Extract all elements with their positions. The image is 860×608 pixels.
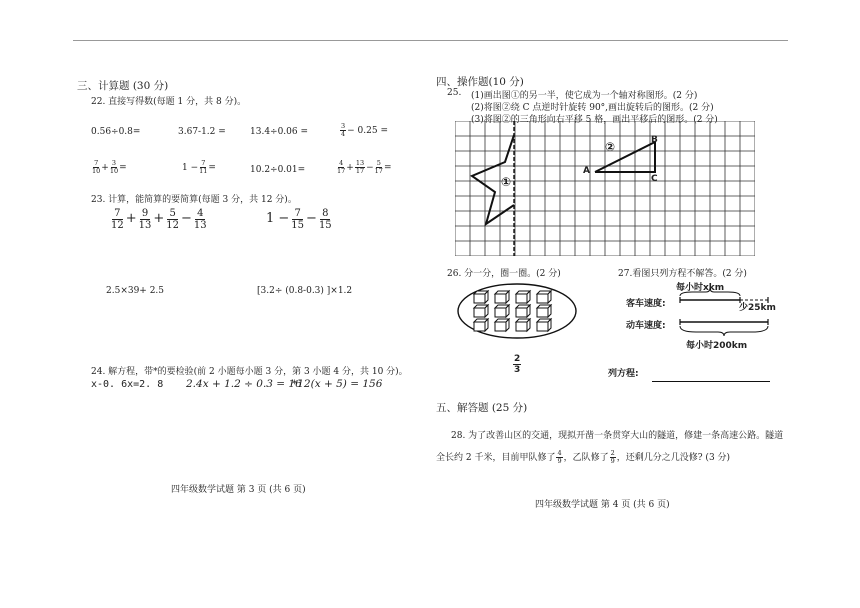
- q22-item-4: $\frac{3}{4}$ − 0.25 =: [341, 122, 388, 138]
- point-A-label: A: [583, 166, 590, 176]
- q22-item-2: 3.67-1.2 =: [178, 127, 226, 137]
- cube-block: [495, 319, 509, 331]
- cube-block: [537, 305, 551, 317]
- q26-fraction: $\frac{2}{3}$: [514, 354, 521, 375]
- q23-b: 1 − $\frac{7}{15}$ − $\frac{8}{15}$: [266, 208, 332, 231]
- q22-item-3: 13.4÷0.06 =: [250, 127, 309, 137]
- footer-page-4: 四年级数学试题 第 4 页 (共 6 页): [535, 500, 670, 510]
- section4-title: 四、操作题(10 分): [436, 76, 524, 88]
- q23-c: 2.5×39+ 2.5: [106, 286, 165, 296]
- q25-line2: (2)将图②绕 C 点逆时针旋转 90°,画出旋转后的图形。(2 分): [471, 103, 714, 113]
- cube-block: [516, 305, 530, 317]
- point-C-label: C: [651, 174, 658, 184]
- q25-number: 25.: [447, 88, 462, 98]
- q24-title: 24. 解方程，带*的要检验(前 2 小题每小题 3 分，第 3 小题 4 分，共 10 分)。: [91, 367, 408, 377]
- q22-item-7: 10.2÷0.01=: [250, 165, 306, 175]
- q27-top-label: 每小时xkm: [676, 283, 725, 293]
- q23-d: [3.2÷ (0.8-0.3) ]×1.2: [257, 286, 353, 296]
- q22-item-8: $\frac{4}{17}$ + $\frac{13}{17}$ − $\frac{5}{17}$ =: [337, 159, 392, 175]
- q23-a: $\frac{7}{12}$ + $\frac{9}{13}$ + $\frac{5}{12}$ − $\frac{4}{13}$: [111, 208, 207, 231]
- q27-truck-label: 动车速度:: [626, 321, 666, 331]
- cube-block: [474, 319, 488, 331]
- q22-item-1: 0.56÷0.8=: [91, 127, 141, 137]
- section3-title: 三、计算题 (30 分): [77, 80, 169, 92]
- q27-title: 27.看图只列方程不解答。(2 分): [618, 269, 747, 279]
- section5-title: 五、解答题 (25 分): [436, 402, 528, 414]
- q24-a: x-0. 6x=2. 8: [91, 379, 164, 390]
- q26-title: 26. 分一分，圈一圈。(2 分): [447, 269, 561, 279]
- q27-less-label: 少25km: [739, 303, 776, 313]
- q27-bottom-label: 每小时200km: [686, 341, 748, 351]
- cube-block: [474, 291, 488, 303]
- q25-line1: (1)画出图①的另一半，使它成为一个轴对称图形。(2 分): [471, 91, 698, 101]
- q24-b: 2.4x + 1.2 ÷ 0.3 = 16: [186, 378, 302, 390]
- q28-line1: 28. 为了改善山区的交通，现拟开凿一条贯穿大山的隧道，修建一条高速公路。隧道: [451, 431, 784, 441]
- q24-c: *12(x + 5) = 156: [292, 378, 383, 390]
- q27-answer-line: [652, 381, 770, 382]
- cube-block: [495, 291, 509, 303]
- cube-block: [495, 305, 509, 317]
- cube-block: [474, 305, 488, 317]
- q27-bus-label: 客车速度:: [626, 299, 666, 309]
- q27-equation-label: 列方程:: [608, 369, 639, 379]
- top-rule: [73, 40, 788, 41]
- figure-1-label: ①: [501, 175, 512, 189]
- q27-line-diagram: [676, 286, 776, 340]
- figure-2-label: ②: [605, 140, 616, 154]
- point-B-label: B: [651, 135, 658, 145]
- q22-item-6: 1 − $\frac{7}{11}$ =: [182, 159, 216, 175]
- cube-block: [516, 319, 530, 331]
- cube-block: [516, 291, 530, 303]
- q22-title: 22. 直接写得数(每题 1 分，共 8 分)。: [91, 97, 247, 107]
- q23-title: 23. 计算，能简算的要简算(每题 3 分，共 12 分)。: [91, 195, 297, 205]
- q26-oval-blocks: [456, 282, 578, 340]
- q25-line3: (3)将图②的三角形向右平移 5 格，画出平移后的图形。(2 分): [471, 115, 718, 125]
- cube-block: [537, 319, 551, 331]
- q28-line2: 全长约 2 千米，目前甲队修了 $\frac{4}{9}$ ，乙队修了 $\frac{2}{9}$ ，还剩几分之几没修? (3 分): [436, 449, 731, 465]
- footer-page-3: 四年级数学试题 第 3 页 (共 6 页): [171, 485, 306, 495]
- cube-block: [537, 291, 551, 303]
- q22-item-5: $\frac{7}{10}$ + $\frac{3}{10}$ =: [92, 159, 127, 175]
